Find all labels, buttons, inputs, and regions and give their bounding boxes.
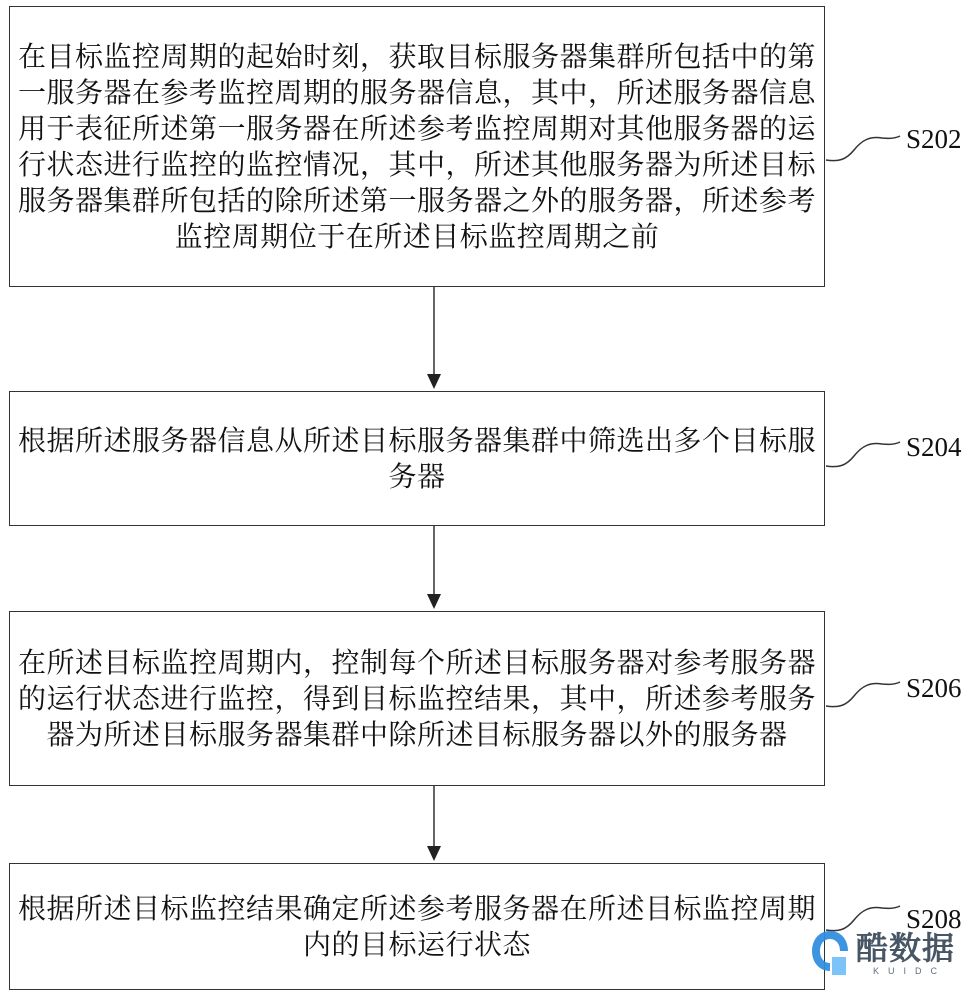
step-label-s202: S202 xyxy=(906,124,962,154)
leader-s202 xyxy=(826,136,900,161)
step-text-s206: 在所述目标监控周期内，控制每个所述目标服务器对参考服务器的运行状态进行监控，得到目标监控结果，其中，所述参考服务器为所述目标服务器集群中除所述目标服务器以外的服务器 xyxy=(17,645,816,751)
leader-s204 xyxy=(826,442,900,467)
watermark-subtitle: KUIDC xyxy=(873,966,947,976)
watermark-cloud-icon xyxy=(808,927,852,979)
step-label-s206: S206 xyxy=(906,673,962,703)
watermark-title: 酷数据 xyxy=(856,929,956,967)
arrow-s206-to-s208 xyxy=(427,786,441,861)
step-box-s208 xyxy=(9,863,825,990)
step-label-s204: S204 xyxy=(906,432,962,462)
step-label-s208: S208 xyxy=(906,904,962,934)
leader-s206 xyxy=(826,682,900,707)
arrow-s202-to-s204 xyxy=(427,287,441,389)
step-text-s208: 根据所述目标监控结果确定所述参考服务器在所述目标监控周期内的目标运行状态 xyxy=(17,891,816,961)
step-box-s206 xyxy=(9,611,825,786)
step-box-s202 xyxy=(9,6,825,287)
step-box-s204 xyxy=(9,391,825,526)
step-text-s204: 根据所述服务器信息从所述目标服务器集群中筛选出多个目标服务器 xyxy=(17,423,816,493)
watermark-logo xyxy=(808,912,968,994)
arrow-s204-to-s206 xyxy=(427,526,441,609)
step-text-s202: 在目标监控周期的起始时刻，获取目标服务器集群所包括中的第一服务器在参考监控周期的服务器信息，其中，所述服务器信息用于表征所述第一服务器在所述参考监控周期对其他服务器的运行状态进行监控的监控情况，其中，所述其他服务器为所述目标服务器集群所包括的除所述第一服务器之外的服务器，所述参考监控周期位于在所述目标监控周期之前 xyxy=(17,39,816,253)
